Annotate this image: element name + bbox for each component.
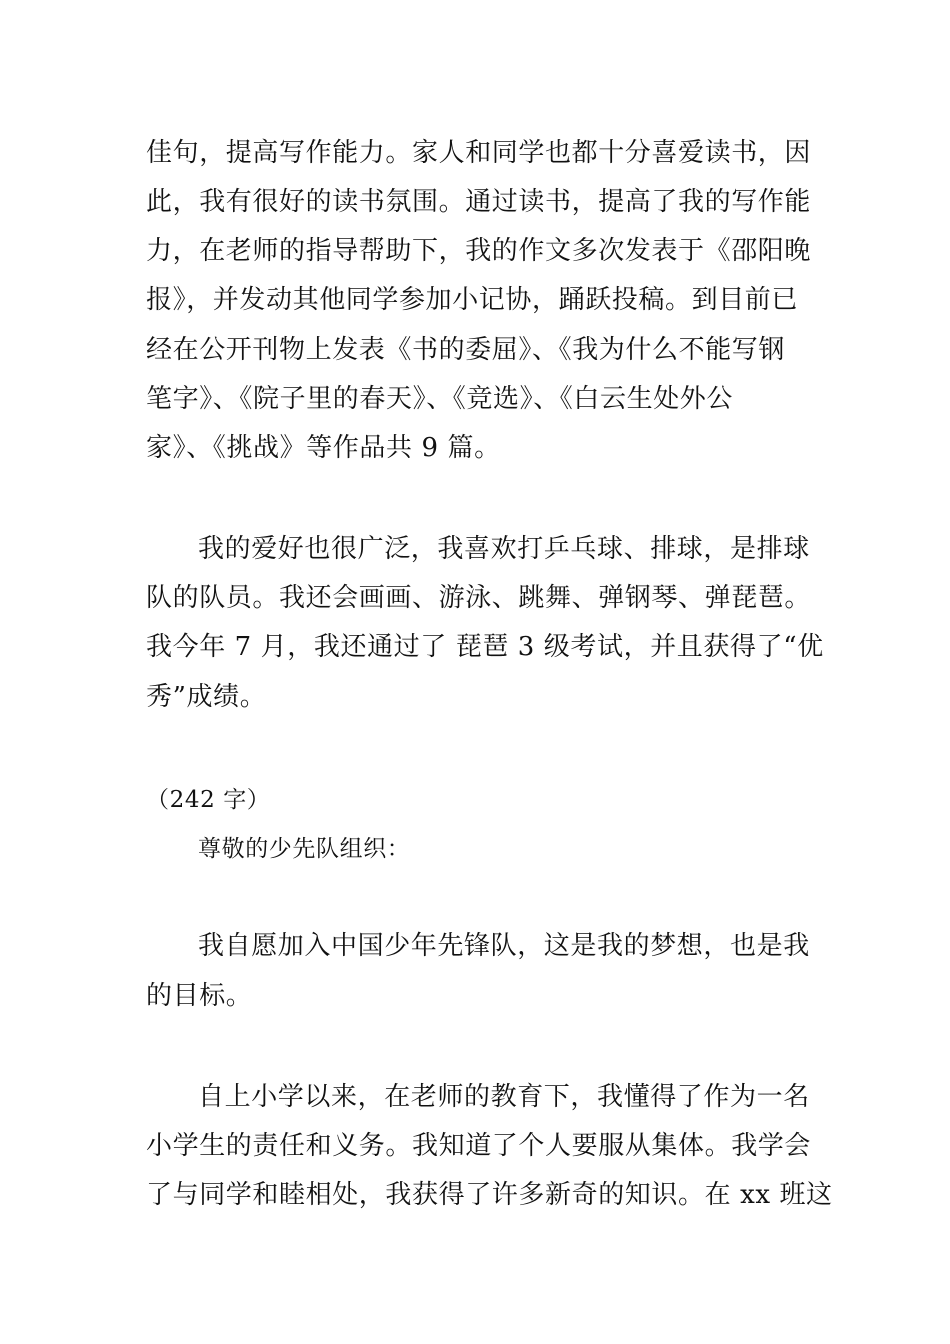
paragraph-1-line-2: 此，我有很好的读书氛围。通过读书，提高了我的写作能	[146, 187, 812, 217]
paragraph-2-line-4: 秀”成绩。	[146, 682, 267, 712]
paragraph-1-line-3: 力，在老师的指导帮助下，我的作文多次发表于《邵阳晚	[146, 236, 812, 266]
paragraph-1-line-4: 报》，并发动其他同学参加小记协，踊跃投稿。到目前已	[146, 285, 799, 315]
paragraph-1-line-1: 佳句，提高写作能力。家人和同学也都十分喜爱读书，因	[146, 138, 812, 168]
paragraph-3-line-2: 的目标。	[146, 981, 253, 1011]
paragraph-1-line-5: 经在公开刊物上发表《书的委屈》、《我为什么不能写钢	[146, 335, 786, 365]
paragraph-4-line-1: 自上小学以来，在老师的教育下，我懂得了作为一名	[198, 1082, 810, 1112]
word-count: （242 字）	[146, 787, 271, 813]
paragraph-1-line-6: 笔字》、《院子里的春天》、《竞选》、《白云生处外公	[146, 384, 734, 414]
paragraph-2-line-3: 我今年 7 月，我还通过了 琵琶 3 级考试，并且获得了“优	[146, 632, 824, 662]
paragraph-1-line-7: 家》、《挑战》等作品共 9 篇。	[146, 433, 501, 463]
paragraph-4-line-3: 了与同学和睦相处，我获得了许多新奇的知识。在 xx 班这	[146, 1180, 833, 1210]
salutation: 尊敬的少先队组织：	[198, 836, 411, 862]
paragraph-2-line-2: 队的队员。我还会画画、游泳、跳舞、弹钢琴、弹琵琶。	[146, 583, 812, 613]
paragraph-3-line-1: 我自愿加入中国少年先锋队，这是我的梦想，也是我	[198, 931, 810, 961]
paragraph-4-line-2: 小学生的责任和义务。我知道了个人要服从集体。我学会	[146, 1131, 812, 1161]
paragraph-2-line-1: 我的爱好也很广泛，我喜欢打乒乓球、排球，是排球	[198, 534, 810, 564]
